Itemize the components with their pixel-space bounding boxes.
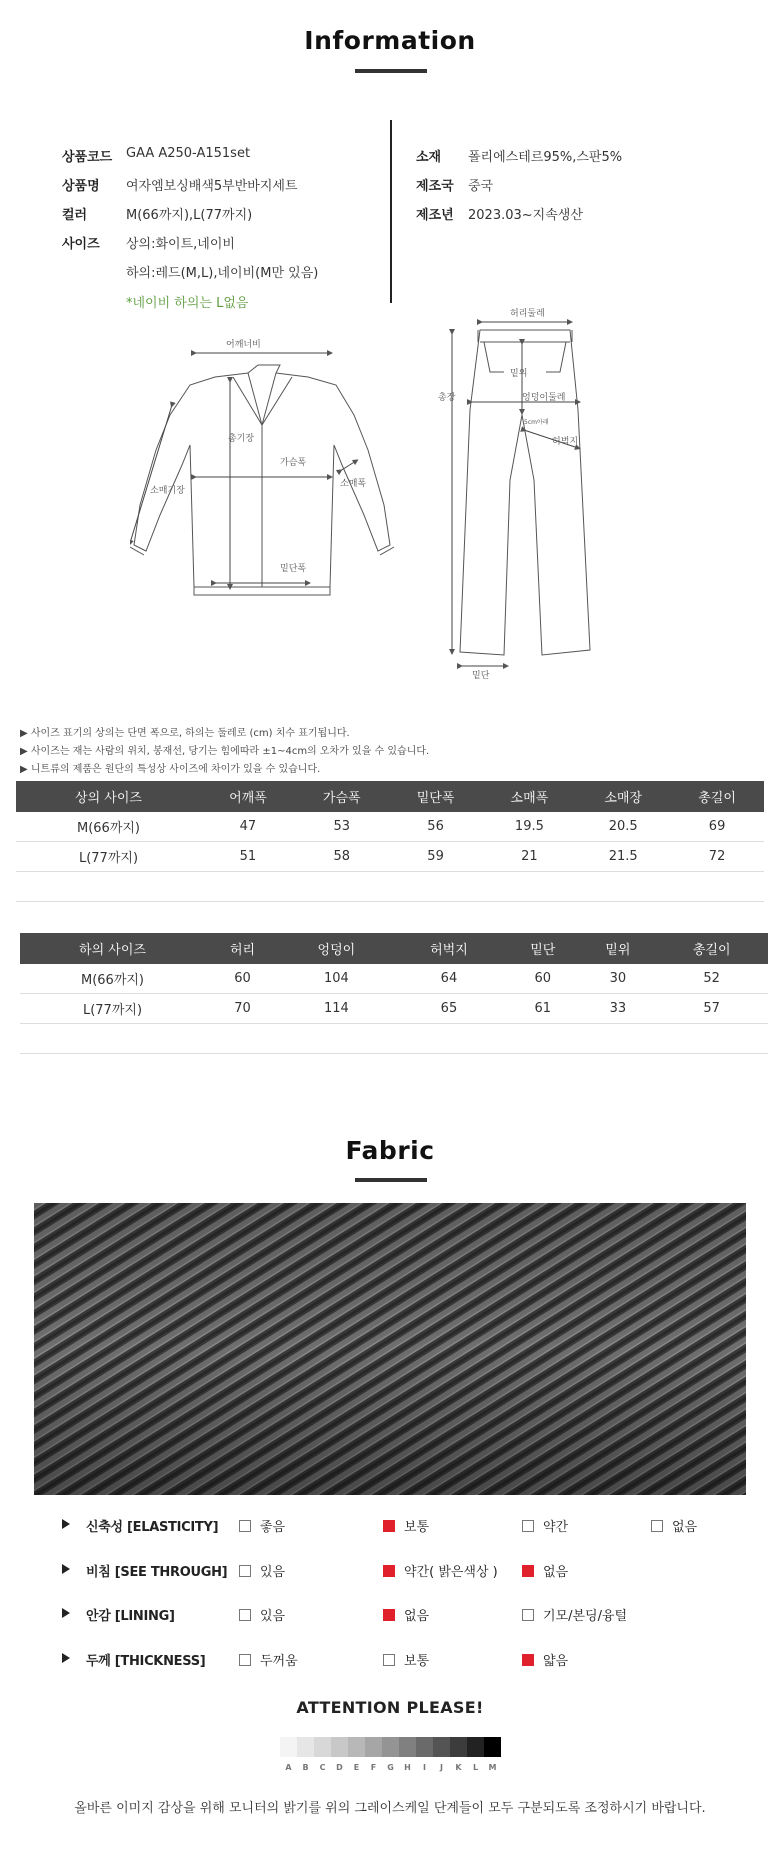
table-cell: 58 bbox=[295, 842, 389, 872]
table-cell: 19.5 bbox=[482, 812, 576, 842]
play-icon bbox=[62, 1653, 70, 1663]
label-5cm: 5cm아래 bbox=[524, 419, 549, 426]
checkbox-icon bbox=[522, 1520, 534, 1532]
grayscale-letter: M bbox=[488, 1763, 497, 1772]
table-row bbox=[20, 994, 768, 1024]
table-row bbox=[20, 964, 768, 994]
fabric-title-underline bbox=[355, 1178, 427, 1182]
info-key: 제조국 bbox=[416, 179, 454, 194]
fabric-row-label: 두께 [THICKNESS] bbox=[86, 1654, 206, 1669]
grayscale-letter: C bbox=[319, 1763, 326, 1772]
info-key: 소재 bbox=[416, 150, 442, 165]
grayscale-letter: K bbox=[455, 1763, 462, 1772]
table-cell: 114 bbox=[280, 994, 393, 1024]
grayscale-swatch bbox=[280, 1737, 297, 1757]
label-hem: 밑단폭 bbox=[280, 564, 307, 574]
fabric-row-see-through bbox=[0, 1561, 780, 1581]
option-thick[interactable]: 두꺼움 bbox=[239, 1650, 298, 1669]
fabric-row-thickness bbox=[0, 1650, 780, 1670]
label-total-length: 총기장 bbox=[228, 434, 255, 444]
table-cell: 69 bbox=[670, 812, 764, 842]
option-slight[interactable]: 약간( 밝은색상 ) bbox=[383, 1561, 498, 1580]
grayscale-letter: B bbox=[302, 1763, 309, 1772]
grayscale-swatch bbox=[467, 1737, 484, 1757]
grayscale-swatch bbox=[484, 1737, 501, 1757]
option-normal[interactable]: 보통 bbox=[383, 1650, 429, 1669]
checkbox-checked-icon bbox=[383, 1609, 395, 1621]
grayscale-letter: J bbox=[440, 1763, 443, 1772]
info-value: M(66까지),L(77까지) bbox=[126, 208, 253, 223]
info-value: 2023.03~지속생산 bbox=[468, 208, 583, 223]
note-3: ▶ 니트류의 제품은 원단의 특성상 사이즈에 차이가 있을 수 있습니다. bbox=[20, 764, 321, 775]
option-yes[interactable]: 있음 bbox=[239, 1605, 285, 1624]
info-value: 상의:화이트,네이비 bbox=[126, 237, 235, 252]
label-waist: 허리둘레 bbox=[510, 309, 545, 319]
table-cell: 72 bbox=[670, 842, 764, 872]
label-total: 총장 bbox=[438, 393, 456, 403]
grayscale-letter: F bbox=[370, 1763, 377, 1772]
option-slight[interactable]: 약간 bbox=[522, 1516, 568, 1535]
table-header: 밑단 bbox=[505, 933, 580, 964]
option-good[interactable]: 좋음 bbox=[239, 1516, 285, 1535]
jacket-measure-lines bbox=[130, 353, 356, 587]
checkbox-checked-icon bbox=[383, 1565, 395, 1577]
table-cell: M(66까지) bbox=[20, 964, 205, 994]
grayscale-swatch bbox=[416, 1737, 433, 1757]
table-cell: 104 bbox=[280, 964, 393, 994]
table-cell: 61 bbox=[505, 994, 580, 1024]
grayscale-swatch bbox=[314, 1737, 331, 1757]
table-cell: 33 bbox=[580, 994, 655, 1024]
info-value: 폴리에스테르95%,스판5% bbox=[468, 150, 623, 165]
information-title-underline bbox=[355, 69, 427, 73]
table-header: 총길이 bbox=[655, 933, 768, 964]
grayscale-swatch bbox=[433, 1737, 450, 1757]
fabric-row-label: 비침 [SEE THROUGH] bbox=[86, 1565, 228, 1580]
table-header: 허벅지 bbox=[393, 933, 506, 964]
table-cell: 60 bbox=[205, 964, 280, 994]
table-cell: 59 bbox=[389, 842, 483, 872]
option-none[interactable]: 없음 bbox=[522, 1561, 568, 1580]
label-shoulder: 어깨너비 bbox=[226, 340, 261, 350]
table-header: 허리 bbox=[205, 933, 280, 964]
grayscale-swatch bbox=[382, 1737, 399, 1757]
grayscale-letter: E bbox=[353, 1763, 360, 1772]
grayscale-swatch bbox=[348, 1737, 365, 1757]
checkbox-checked-icon bbox=[522, 1654, 534, 1666]
play-icon bbox=[62, 1564, 70, 1574]
table-cell: 60 bbox=[505, 964, 580, 994]
info-value: 여자엠보싱배색5부반바지세트 bbox=[126, 179, 298, 194]
play-icon bbox=[62, 1519, 70, 1529]
option-none[interactable]: 없음 bbox=[383, 1605, 429, 1624]
fabric-row-elasticity bbox=[0, 1516, 780, 1536]
table-header: 가슴폭 bbox=[295, 781, 389, 812]
checkbox-icon bbox=[522, 1609, 534, 1621]
grayscale-letter: G bbox=[387, 1763, 394, 1772]
table-row-empty bbox=[20, 1024, 768, 1054]
grayscale-letter: H bbox=[404, 1763, 411, 1772]
table-cell: 51 bbox=[201, 842, 295, 872]
table-cell: 65 bbox=[393, 994, 506, 1024]
checkbox-icon bbox=[651, 1520, 663, 1532]
option-normal[interactable]: 보통 bbox=[383, 1516, 429, 1535]
label-rise: 밑위 bbox=[510, 369, 528, 379]
information-title: Information bbox=[304, 26, 476, 55]
table-cell: 70 bbox=[205, 994, 280, 1024]
table-header: 소매폭 bbox=[482, 781, 576, 812]
table-cell: 57 bbox=[655, 994, 768, 1024]
info-value: 중국 bbox=[468, 179, 494, 194]
table-row-empty bbox=[16, 872, 764, 902]
info-value: GAA A250-A151set bbox=[126, 146, 251, 161]
info-key: 상품명 bbox=[62, 179, 100, 194]
option-thin[interactable]: 얇음 bbox=[522, 1650, 568, 1669]
grayscale-letter: A bbox=[285, 1763, 292, 1772]
checkbox-icon bbox=[239, 1565, 251, 1577]
info-size-bottom: 하의:레드(M,L),네이비(M만 있음) bbox=[126, 266, 319, 281]
checkbox-icon bbox=[383, 1654, 395, 1666]
info-green-note: *네이비 하의는 L없음 bbox=[126, 296, 249, 311]
grayscale-letter: D bbox=[336, 1763, 343, 1772]
table-header: 밑단폭 bbox=[389, 781, 483, 812]
table-cell: 47 bbox=[201, 812, 295, 842]
grayscale-swatch bbox=[297, 1737, 314, 1757]
table-header: 엉덩이 bbox=[280, 933, 393, 964]
table-cell: 21.5 bbox=[576, 842, 670, 872]
fabric-row-label: 신축성 [ELASTICITY] bbox=[86, 1520, 219, 1535]
info-key: 사이즈 bbox=[62, 237, 100, 252]
table-header: 소매장 bbox=[576, 781, 670, 812]
grayscale-letter: I bbox=[423, 1763, 426, 1772]
table-cell: M(66까지) bbox=[16, 812, 201, 842]
grayscale-swatch bbox=[365, 1737, 382, 1757]
table-cell: 64 bbox=[393, 964, 506, 994]
top-size-table bbox=[16, 781, 764, 902]
label-hip: 엉덩이둘레 bbox=[522, 393, 566, 403]
checkbox-checked-icon bbox=[522, 1565, 534, 1577]
info-key: 컬러 bbox=[62, 208, 88, 223]
attention-title: ATTENTION PLEASE! bbox=[296, 1698, 484, 1717]
label-sleeve-width: 소매폭 bbox=[340, 479, 367, 489]
grayscale-swatch bbox=[450, 1737, 467, 1757]
table-header: 총길이 bbox=[670, 781, 764, 812]
grayscale-swatch bbox=[399, 1737, 416, 1757]
table-cell: 56 bbox=[389, 812, 483, 842]
top-measurement-diagram bbox=[130, 325, 420, 615]
attention-message: 올바른 이미지 감상을 위해 모니터의 밝기를 위의 그레이스케일 단계들이 모두 구분되도록 조정하시기 바랍니다. bbox=[74, 1801, 706, 1816]
note-2: ▶ 사이즈는 재는 사람의 위치, 봉재선, 당기는 힘에따라 ±1~4cm의 오차가 있을 수 있습니다. bbox=[20, 746, 430, 757]
table-row bbox=[16, 842, 764, 872]
table-cell: 20.5 bbox=[576, 812, 670, 842]
table-header-row bbox=[20, 933, 768, 964]
note-1: ▶ 사이즈 표기의 상의는 단면 폭으로, 하의는 둘레로 (cm) 치수 표기됩니다. bbox=[20, 728, 350, 739]
option-brushed[interactable]: 기모/본딩/융털 bbox=[522, 1605, 627, 1624]
label-chest: 가슴폭 bbox=[280, 458, 307, 468]
option-yes[interactable]: 있음 bbox=[239, 1561, 285, 1580]
table-cell: 21 bbox=[482, 842, 576, 872]
table-header: 밑위 bbox=[580, 933, 655, 964]
checkbox-icon bbox=[239, 1520, 251, 1532]
option-none[interactable]: 없음 bbox=[651, 1516, 697, 1535]
info-key: 상품코드 bbox=[62, 150, 113, 165]
checkbox-checked-icon bbox=[383, 1520, 395, 1532]
table-header: 상의 사이즈 bbox=[16, 781, 201, 812]
label-thigh: 허벅지 bbox=[552, 437, 579, 447]
table-cell: 53 bbox=[295, 812, 389, 842]
table-header: 어깨폭 bbox=[201, 781, 295, 812]
bottom-measurement-diagram bbox=[430, 300, 630, 690]
fabric-title: Fabric bbox=[345, 1136, 435, 1165]
table-cell: 30 bbox=[580, 964, 655, 994]
info-divider bbox=[390, 120, 392, 303]
play-icon bbox=[62, 1608, 70, 1618]
table-row bbox=[16, 812, 764, 842]
table-cell: 52 bbox=[655, 964, 768, 994]
fabric-row-lining bbox=[0, 1605, 780, 1625]
table-cell: L(77까지) bbox=[20, 994, 205, 1024]
info-key: 제조년 bbox=[416, 208, 454, 223]
checkbox-icon bbox=[239, 1654, 251, 1666]
table-cell: L(77까지) bbox=[16, 842, 201, 872]
grayscale-letter: L bbox=[472, 1763, 479, 1772]
fabric-row-label: 안감 [LINING] bbox=[86, 1609, 175, 1624]
label-sleeve-length: 소매기장 bbox=[150, 486, 185, 496]
table-header: 하의 사이즈 bbox=[20, 933, 205, 964]
fabric-swatch-image bbox=[34, 1203, 746, 1495]
label-hem: 밑단 bbox=[472, 671, 490, 681]
bottom-size-table bbox=[20, 933, 768, 1054]
table-header-row bbox=[16, 781, 764, 812]
grayscale-swatch bbox=[331, 1737, 348, 1757]
checkbox-icon bbox=[239, 1609, 251, 1621]
